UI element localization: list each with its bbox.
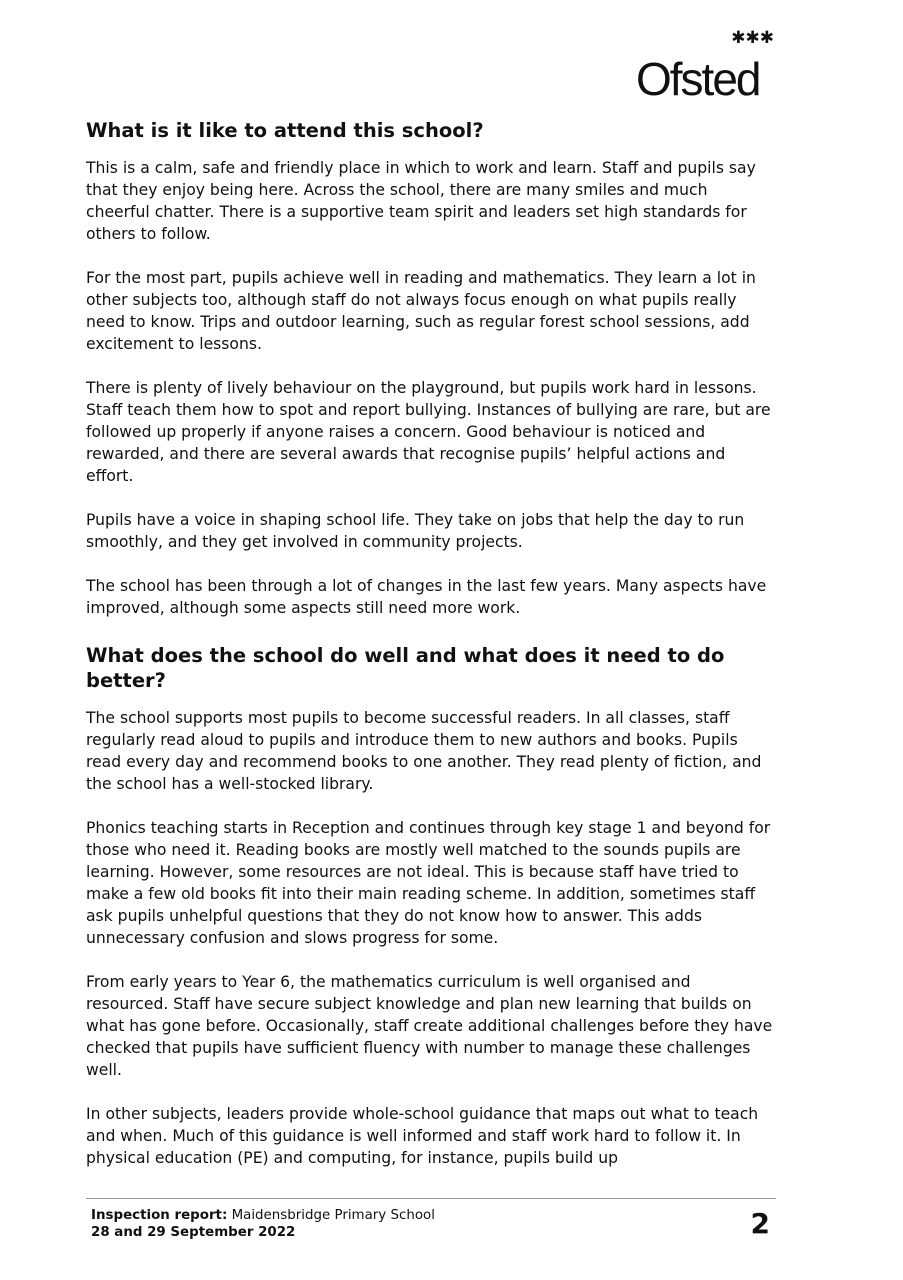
footer-info: [86, 1207, 776, 1241]
ofsted-logo: [636, 28, 776, 105]
paragraph: There is plenty of lively behaviour on the playground, but pupils work hard in lessons. Staff teach them how to spot and report bullying. Instances of bullying are rare, but are followed up properly if anyone raises a concern. Good behaviour is noticed and rewarded, and there are several awards that recognise pupils’ helpful actions and effort.: [86, 379, 771, 485]
paragraph: For the most part, pupils achieve well in reading and mathematics. They learn a lot in other subjects too, although staff do not always focus enough on what pupils really need to know. Trips and outdoor learning, such as regular forest school sessions, add excitement to lessons.: [86, 269, 756, 353]
report-body: [86, 118, 776, 1191]
report-line: [91, 1207, 776, 1224]
paragraph: The school supports most pupils to become successful readers. In all classes, staff regularly read aloud to pupils and introduce them to new authors and books. Pupils read every day and recommend books to one another. They read plenty of fiction, and the school has a well-stocked library.: [86, 709, 762, 793]
section-heading: What is it like to attend this school?: [86, 119, 484, 142]
paragraph: In other subjects, leaders provide whole-school guidance that maps out what to teach and when. Much of this guidance is well informed and staff work hard to follow it. In physical education (PE) and computing, for instance, pupils build up: [86, 1105, 759, 1167]
school-name: Maidensbridge Primary School: [231, 1208, 435, 1223]
stars-icon: ✱✱✱: [731, 28, 774, 48]
paragraph: Phonics teaching starts in Reception and continues through key stage 1 and beyond for those who need it. Reading books are mostly well matched to the sounds pupils are learning. However, some resources are not ideal. This is because staff have tried to make a few old books fit into their main reading scheme. In addition, sometimes staff ask pupils unhelpful questions that they do not know how to answer. This adds unnecessary confusion and slows progress for some.: [86, 819, 771, 947]
logo-text: Ofsted: [636, 53, 760, 105]
paragraph: From early years to Year 6, the mathematics curriculum is well organised and resourced. Staff have secure subject knowledge and plan new learning that builds on what has gone before. Occasionally, staff create additional challenges before they have checked that pupils have sufficient fluency with number to manage these challenges well.: [86, 973, 773, 1079]
paragraph: The school has been through a lot of changes in the last few years. Many aspects have improved, although some aspects still need more work.: [86, 577, 767, 617]
paragraph: Pupils have a voice in shaping school life. They take on jobs that help the day to run smoothly, and they get involved in community projects.: [86, 511, 745, 551]
page-number: 2: [750, 1207, 770, 1240]
report-label: Inspection report:: [91, 1208, 228, 1223]
paragraph: This is a calm, safe and friendly place in which to work and learn. Staff and pupils say that they enjoy being here. Across the school, there are many smiles and much cheerful chatter. There is a supportive team spirit and leaders set high standards for others to follow.: [86, 159, 756, 243]
section-heading: What does the school do well and what does it need to do better?: [86, 644, 725, 692]
page-footer: [86, 1198, 776, 1241]
inspection-dates: 28 and 29 September 2022: [91, 1225, 296, 1240]
